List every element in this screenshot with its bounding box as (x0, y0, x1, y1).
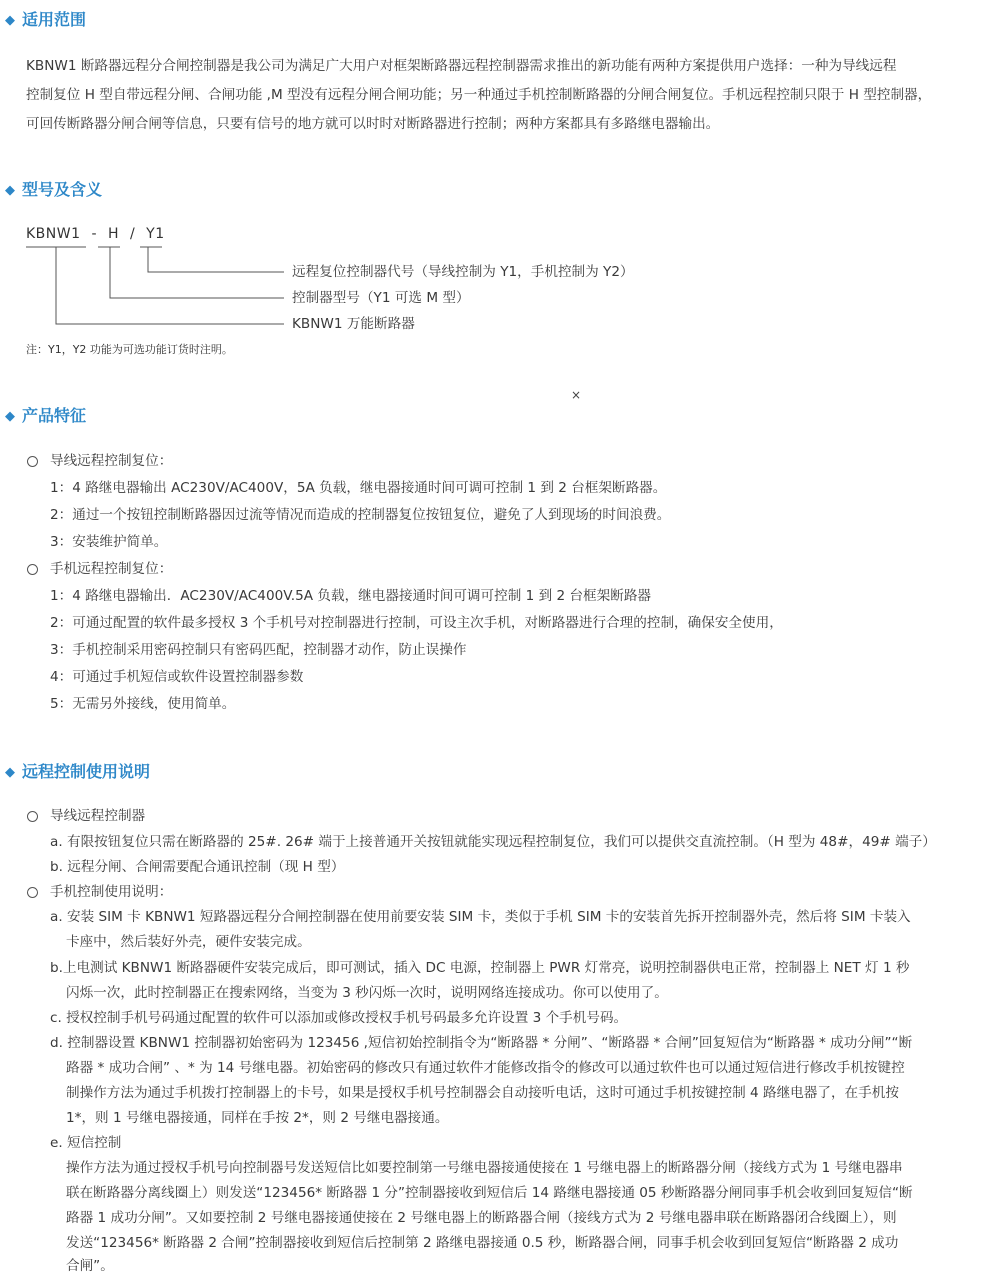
usage-group-label: 手机控制使用说明： (50, 884, 173, 900)
close-icon[interactable]: × (571, 388, 582, 402)
usage-item-continuation: 发送“123456* 断路器 2 合闸”控制器接收到短信后控制第 2 路继电器接通 0.5 秒，断路器合闸，同事手机会收到回复短信“断路器 2 成功 (66, 1235, 899, 1251)
feature-group-label: 导线远程控制复位： (50, 453, 173, 469)
model-code-part: / (129, 226, 136, 242)
diamond-icon: ◆ (5, 13, 15, 28)
usage-item-continuation: 卡座中，然后装好外壳，硬件安装完成。 (66, 934, 311, 950)
usage-item: b.上电测试 KBNW1 断路器硬件安装完成后，即可测试，插入 DC 电源，控制器上 PWR 灯常亮，说明控制器供电正常，控制器上 NET 灯 1 秒 (50, 960, 910, 976)
feature-group-label: 手机远程控制复位： (50, 561, 173, 577)
circle-bullet-icon (27, 811, 38, 822)
circle-bullet-icon (27, 887, 38, 898)
paragraph-line: 可回传断路器分闸合闸等信息，只要有信号的地方就可以时时对断路器进行控制；两种方案都具有多路继电器输出。 (26, 116, 720, 132)
section-title: 型号及含义 (22, 180, 103, 199)
usage-item: e. 短信控制 (50, 1135, 122, 1151)
diamond-icon: ◆ (5, 765, 15, 780)
model-code-part: KBNW1 (26, 226, 81, 242)
section-title: 适用范围 (22, 10, 87, 29)
usage-group-label: 导线远程控制器 (50, 808, 146, 824)
feature-item: 5：无需另外接线，使用简单。 (50, 696, 236, 712)
usage-item: c. 授权控制手机号码通过配置的软件可以添加或修改授权手机号码最多允许设置 3 个手机号码。 (50, 1010, 628, 1026)
diamond-icon: ◆ (5, 183, 15, 198)
feature-item: 4：可通过手机短信或软件设置控制器参数 (50, 669, 304, 685)
usage-item: a. 有限按钮复位只需在断路器的 25#. 26# 端于上接普通开关按钮就能实现远程控制复位，我们可以提供交直流控制。（H 型为 48#，49# 端子） (50, 834, 936, 850)
usage-item: a. 安装 SIM 卡 KBNW1 短路器远程分合闸控制器在使用前要安装 SIM 卡，类似于手机 SIM 卡的安装首先拆开控制器外壳，然后将 SIM 卡装入 (50, 909, 911, 925)
usage-item-continuation: 1*，则 1 号继电器接通，同样在手按 2*，则 2 号继电器接通。 (66, 1110, 449, 1126)
usage-item-continuation: 路器 * 成功合闸” 、* 为 14 号继电器。初始密码的修改只有通过软件才能修改指令的修改可以通过软件也可以通过短信进行修改手机按键控 (66, 1060, 905, 1076)
connector-line-y1 (148, 247, 284, 272)
usage-item-continuation: 闪烁一次，此时控制器正在搜索网络，当变为 3 秒闪烁一次时，说明网络连接成功。你可以使用了。 (66, 985, 668, 1001)
circle-bullet-icon (27, 564, 38, 575)
model-code-part: H (107, 226, 120, 242)
usage-item-continuation: 制操作方法为通过手机拨打控制器上的卡号，如果是授权手机号控制器会自动接听电话，这时可通过手机按键控制 4 路继电器了，在手机按 (66, 1085, 899, 1101)
feature-item: 1：4 路继电器输出 AC230V/AC400V，5A 负载，继电器接通时间可调可控制 1 到 2 台框架断路器。 (50, 480, 667, 496)
model-legend-item: KBNW1 万能断路器 (292, 316, 415, 332)
section-heading-usage (5, 760, 150, 784)
feature-item: 1：4 路继电器输出．AC230V/AC400V.5A 负载，继电器接通时间可调可控制 1 到 2 台框架断路器 (50, 588, 652, 604)
section-title: 远程控制使用说明 (22, 762, 151, 781)
paragraph-line: KBNW1 断路器远程分合闸控制器是我公司为满足广大用户对框架断路器远程控制器需求推出的新功能有两种方案提供用户选择：一种为导线远程 (26, 58, 897, 74)
model-note: 注：Y1，Y2 功能为可选功能订货时注明。 (26, 343, 233, 356)
model-code-part: - (91, 226, 98, 242)
usage-item-continuation: 操作方法为通过授权手机号向控制器号发送短信比如要控制第一号继电器接通使接在 1 号继电器上的断路器分闸（接线方式为 1 号继电器串 (66, 1160, 903, 1176)
model-code-part: Y1 (146, 226, 165, 242)
diamond-icon: ◆ (5, 409, 15, 424)
section-title: 产品特征 (22, 406, 87, 425)
model-breakdown-diagram (0, 0, 1000, 400)
usage-item-continuation: 联在断路器分离线圈上）则发送“123456* 断路器 1 分”控制器接收到短信后 14 路继电器接通 05 秒断路器分闸同事手机会收到回复短信“断 (66, 1185, 913, 1201)
feature-item: 3：安装维护简单。 (50, 534, 168, 550)
feature-item: 2：通过一个按钮控制断路器因过流等情况而造成的控制器复位按钮复位，避免了人到现场的时间浪费。 (50, 507, 671, 523)
connector-line-kbnw1 (56, 247, 284, 324)
feature-item: 2：可通过配置的软件最多授权 3 个手机号对控制器进行控制，可设主次手机，对断路器进行合理的控制，确保安全使用， (50, 615, 783, 631)
circle-bullet-icon (27, 456, 38, 467)
usage-item: d. 控制器设置 KBNW1 控制器初始密码为 123456 ,短信初始控制指令为“断路器 * 分闸”、“断路器 * 合闸”回复短信为“断路器 * 成功分闸”“断 (50, 1035, 913, 1051)
paragraph-line: 控制复位 H 型自带远程分闸、合闸功能 ,M 型没有远程分闸合闸功能；另一种通过手机控制断路器的分闸合闸复位。手机远程控制只限于 H 型控制器， (26, 87, 932, 103)
section-heading-features (5, 404, 86, 428)
model-legend-item: 控制器型号（Y1 可选 M 型） (292, 290, 470, 306)
feature-item: 3：手机控制采用密码控制只有密码匹配，控制器才动作，防止误操作 (50, 642, 467, 658)
model-legend-item: 远程复位控制器代号（导线控制为 Y1，手机控制为 Y2） (292, 264, 634, 280)
usage-item-continuation: 合闸”。 (66, 1258, 114, 1274)
usage-item: b. 远程分闸、合闸需要配合通讯控制（现 H 型） (50, 859, 345, 875)
usage-item-continuation: 路器 1 成功分闸”。又如要控制 2 号继电器接通使接在 2 号继电器上的断路器合闸（接线方式为 2 号继电器串联在断路器闭合线圈上），则 (66, 1210, 897, 1226)
